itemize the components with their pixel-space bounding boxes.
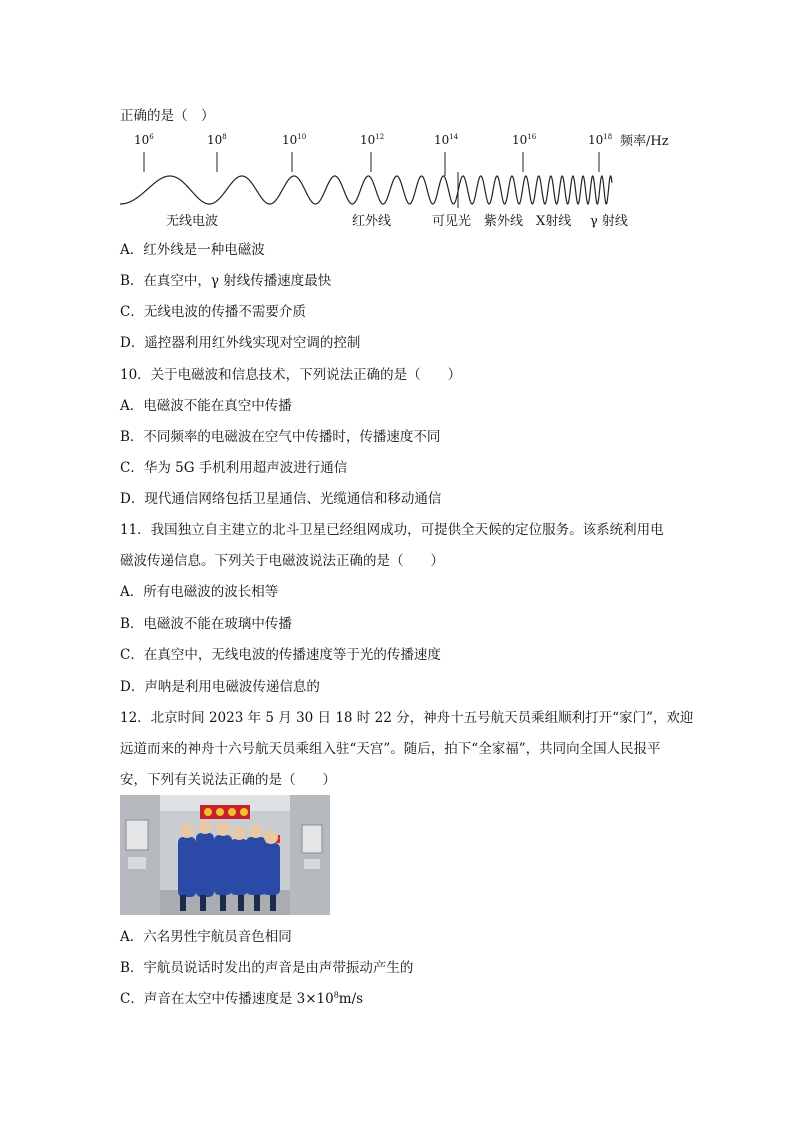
label-1e16: $10^{16}$: [512, 133, 537, 147]
band-gamma: γ 射线: [590, 214, 628, 229]
q9-option-c: C．无线电波的传播不需要介质: [120, 304, 306, 320]
q12-option-c-unit: m/s: [338, 991, 364, 1007]
q11-option-a: A．所有电磁波的波长相等: [120, 584, 279, 600]
q12-stem-line-1: 12．北京时间 2023 年 5 月 30 日 18 时 22 分，神舟十五号航天员乘组顺利打开“家门”，欢迎: [120, 710, 694, 726]
band-radio: 无线电波: [166, 214, 219, 229]
frequency-labels: [134, 133, 669, 149]
q12-stem-line-3: 安，下列有关说法正确的是（ ）: [120, 772, 336, 788]
q11-option-d: D．声呐是利用电磁波传递信息的: [120, 679, 320, 695]
q11-option-c: C．在真空中，无线电波的传播速度等于光的传播速度: [120, 647, 441, 663]
q10-stem: 10．关于电磁波和信息技术，下列说法正确的是（ ）: [120, 367, 462, 383]
label-1e8: $10^8$: [207, 133, 227, 147]
q9-option-b: B．在真空中，γ 射线传播速度最快: [120, 273, 332, 289]
q12-option-c: [120, 987, 363, 1007]
q12-option-c-exponent: 8: [333, 990, 339, 1000]
q12-option-b: B．宇航员说话时发出的声音是由声带振动产生的: [120, 960, 414, 976]
q10-option-d: D．现代通信网络包括卫星通信、光缆通信和移动通信: [120, 491, 442, 507]
crew-photo: [120, 795, 330, 915]
band-xray: X射线: [536, 214, 572, 229]
spectrum-diagram: [118, 128, 678, 230]
band-visible: 可见光: [432, 214, 472, 229]
q12-option-a: A．六名男性宇航员音色相同: [120, 929, 292, 945]
q11-stem-line-2: 磁波传递信息。下列关于电磁波说法正确的是（ ）: [120, 553, 444, 569]
label-1e18: $10^{18}$: [588, 133, 613, 147]
q10-option-c: C．华为 5G 手机利用超声波进行通信: [120, 460, 348, 476]
q9-option-d: D．遥控器利用红外线实现对空调的控制: [120, 335, 361, 351]
q12-option-c-text: C．声音在太空中传播速度是 3×10: [120, 991, 334, 1007]
label-1e10: $10^{10}$: [282, 133, 307, 147]
q10-option-b: B．不同频率的电磁波在空气中传播时，传播速度不同: [120, 429, 441, 445]
q12-stem-line-2: 远道而来的神舟十六号航天员乘组入驻“天宫”。随后，拍下“全家福”，共同向全国人民报平: [120, 741, 661, 757]
q10-option-a: A．电磁波不能在真空中传播: [120, 398, 292, 414]
q11-option-b: B．电磁波不能在玻璃中传播: [120, 616, 292, 632]
band-labels: [166, 213, 628, 229]
label-1e6: $10^6$: [134, 133, 154, 147]
frequency-unit-label: 频率/Hz: [620, 134, 669, 149]
label-1e12: $10^{12}$: [360, 133, 385, 147]
q9-option-a: A．红外线是一种电磁波: [120, 242, 265, 258]
q9-stem-tail: 正确的是（ ）: [120, 108, 215, 124]
band-ultraviolet: 紫外线: [484, 214, 524, 229]
label-1e14: $10^{14}$: [434, 133, 459, 147]
band-infrared: 红外线: [352, 214, 392, 229]
q11-stem-line-1: 11．我国独立自主建立的北斗卫星已经组网成功，可提供全天候的定位服务。该系统利用电: [120, 522, 664, 538]
em-wave: [120, 176, 612, 204]
